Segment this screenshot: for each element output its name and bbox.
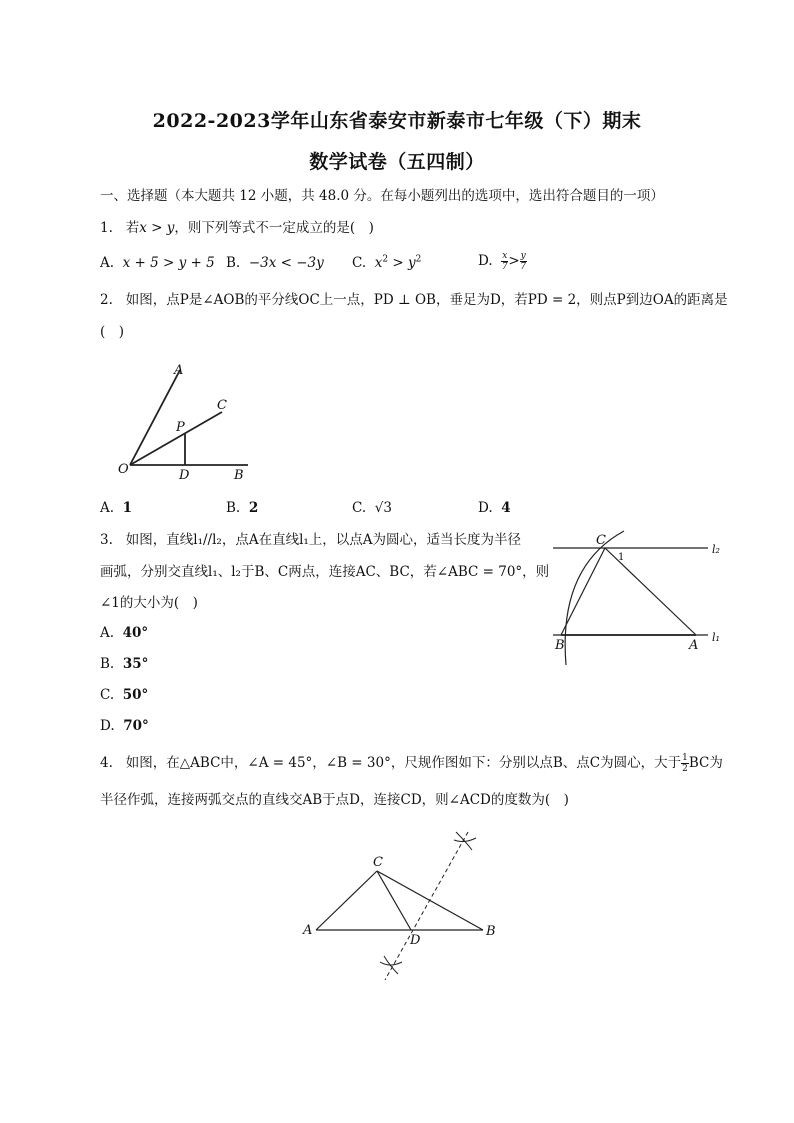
stem-text: 若 bbox=[125, 220, 140, 236]
label-b: B bbox=[486, 924, 496, 939]
question-number: 4. bbox=[100, 755, 113, 771]
exam-title-line2: 数学试卷（五四制） bbox=[309, 151, 485, 173]
option-label: C. bbox=[352, 255, 367, 271]
math-exponent: 2 bbox=[415, 254, 422, 265]
fraction-numerator: y bbox=[520, 251, 526, 261]
fraction bbox=[520, 251, 527, 272]
option-text: √3 bbox=[374, 500, 392, 516]
option-text: 40° bbox=[122, 625, 149, 641]
option-3a[interactable] bbox=[100, 623, 148, 643]
label-a: A bbox=[303, 923, 313, 938]
parallel-lines-figure bbox=[548, 527, 728, 667]
option-text: 50° bbox=[122, 687, 149, 703]
label-l2: l₂ bbox=[712, 543, 720, 556]
option-label: B. bbox=[226, 255, 241, 271]
option-label: D. bbox=[478, 253, 493, 269]
segment-bc bbox=[561, 548, 605, 635]
question-3-stem-cont: ∠1的大小为( ) bbox=[100, 595, 198, 611]
option-1d[interactable] bbox=[478, 251, 527, 272]
question-4-stem-cont: 半径作弧，连接两弧交点的直线交AB于点D，连接CD，则∠ACD的度数为( ) bbox=[100, 792, 569, 808]
label-p: P bbox=[176, 420, 185, 435]
question-3-stem bbox=[100, 530, 521, 550]
label-a: A bbox=[689, 638, 699, 653]
segment-ac bbox=[316, 871, 377, 930]
question-1-stem bbox=[100, 218, 374, 238]
option-2a[interactable] bbox=[100, 498, 132, 518]
fraction-numerator: 1 bbox=[682, 753, 688, 763]
option-label: A. bbox=[100, 500, 115, 516]
option-label: D. bbox=[100, 718, 115, 734]
option-label: D. bbox=[478, 500, 493, 516]
option-2b[interactable] bbox=[226, 498, 258, 518]
option-label: A. bbox=[100, 625, 115, 641]
label-b: B bbox=[234, 468, 244, 483]
stem-text: 如图，在△ABC中，∠A = 45°，∠B = 30°，尺规作图如下：分别以点B、点C为圆心，大于 bbox=[125, 755, 682, 771]
option-text: 1 bbox=[122, 500, 133, 516]
question-number: 1. bbox=[100, 220, 113, 236]
math-base: y bbox=[408, 255, 416, 271]
question-4-stem bbox=[100, 753, 723, 774]
option-label: A. bbox=[100, 255, 115, 271]
section-heading: 一、选择题（本大题共 12 小题，共 48.0 分。在每小题列出的选项中，选出符合题目的一项） bbox=[100, 188, 664, 204]
option-text: −3x < −3y bbox=[248, 255, 324, 271]
option-3d[interactable] bbox=[100, 716, 149, 736]
label-c: C bbox=[217, 398, 227, 413]
fraction-denominator: 2 bbox=[682, 764, 688, 774]
fraction-numerator: x bbox=[502, 251, 508, 261]
option-label: C. bbox=[100, 687, 115, 703]
question-number: 3. bbox=[100, 532, 113, 548]
option-label: C. bbox=[352, 500, 367, 516]
stem-text: BC为 bbox=[688, 755, 723, 771]
fraction-half bbox=[681, 753, 689, 774]
label-d: D bbox=[410, 933, 421, 948]
option-2c[interactable] bbox=[352, 498, 392, 518]
option-3c[interactable] bbox=[100, 685, 148, 705]
option-text: x + 5 > y + 5 bbox=[122, 255, 215, 271]
stem-condition: x > y bbox=[139, 220, 175, 236]
angle-bisector-figure bbox=[112, 358, 282, 488]
label-c: C bbox=[596, 533, 606, 548]
question-3-stem-cont: 画弧，分别交直线l₁、l₂于B、C两点，连接AC、BC，若∠ABC = 70°，则 bbox=[100, 564, 550, 580]
math-operator: > bbox=[388, 255, 408, 271]
question-2-stem-cont: ( ) bbox=[100, 324, 125, 340]
stem-text: 如图，点P是∠AOB的平分线OC上一点，PD ⊥ OB，垂足为D，若PD = 2，则点P到边OA的距离是 bbox=[125, 292, 728, 308]
question-2-stem bbox=[100, 290, 728, 310]
question-number: 2. bbox=[100, 292, 113, 308]
fraction-denominator: 7 bbox=[501, 262, 508, 272]
label-c: C bbox=[373, 855, 383, 870]
label-o: O bbox=[118, 462, 129, 477]
math-operator: > bbox=[508, 253, 520, 269]
fraction-denominator: 7 bbox=[520, 262, 527, 272]
option-label: B. bbox=[226, 500, 241, 516]
option-text: 4 bbox=[501, 500, 511, 516]
math-base: x bbox=[374, 255, 383, 271]
label-d: D bbox=[179, 468, 190, 483]
arc bbox=[565, 531, 624, 665]
math-exponent: 2 bbox=[382, 254, 389, 265]
option-text: 35° bbox=[122, 656, 149, 672]
option-label: B. bbox=[100, 656, 115, 672]
option-1b[interactable] bbox=[226, 253, 324, 273]
label-l1: l₁ bbox=[712, 631, 720, 644]
label-a: A bbox=[174, 363, 184, 378]
perpendicular-bisector-figure bbox=[300, 828, 520, 988]
option-text: 70° bbox=[123, 718, 149, 734]
exam-title-line1: 2022-2023学年山东省泰安市新泰市七年级（下）期末 bbox=[152, 110, 642, 132]
label-b: B bbox=[555, 638, 565, 653]
option-2d[interactable] bbox=[478, 498, 511, 518]
option-1a[interactable] bbox=[100, 253, 215, 273]
option-1c[interactable] bbox=[352, 253, 421, 273]
stem-text: ，则下列等式不一定成立的是( ) bbox=[174, 220, 374, 236]
label-angle-1: 1 bbox=[618, 552, 625, 563]
option-text: 2 bbox=[248, 500, 259, 516]
stem-text: 如图，直线l₁//l₂，点A在直线l₁上，以点A为圆心，适当长度为半径 bbox=[125, 532, 522, 548]
option-3b[interactable] bbox=[100, 654, 148, 674]
arc-mark-bottom bbox=[380, 962, 402, 965]
